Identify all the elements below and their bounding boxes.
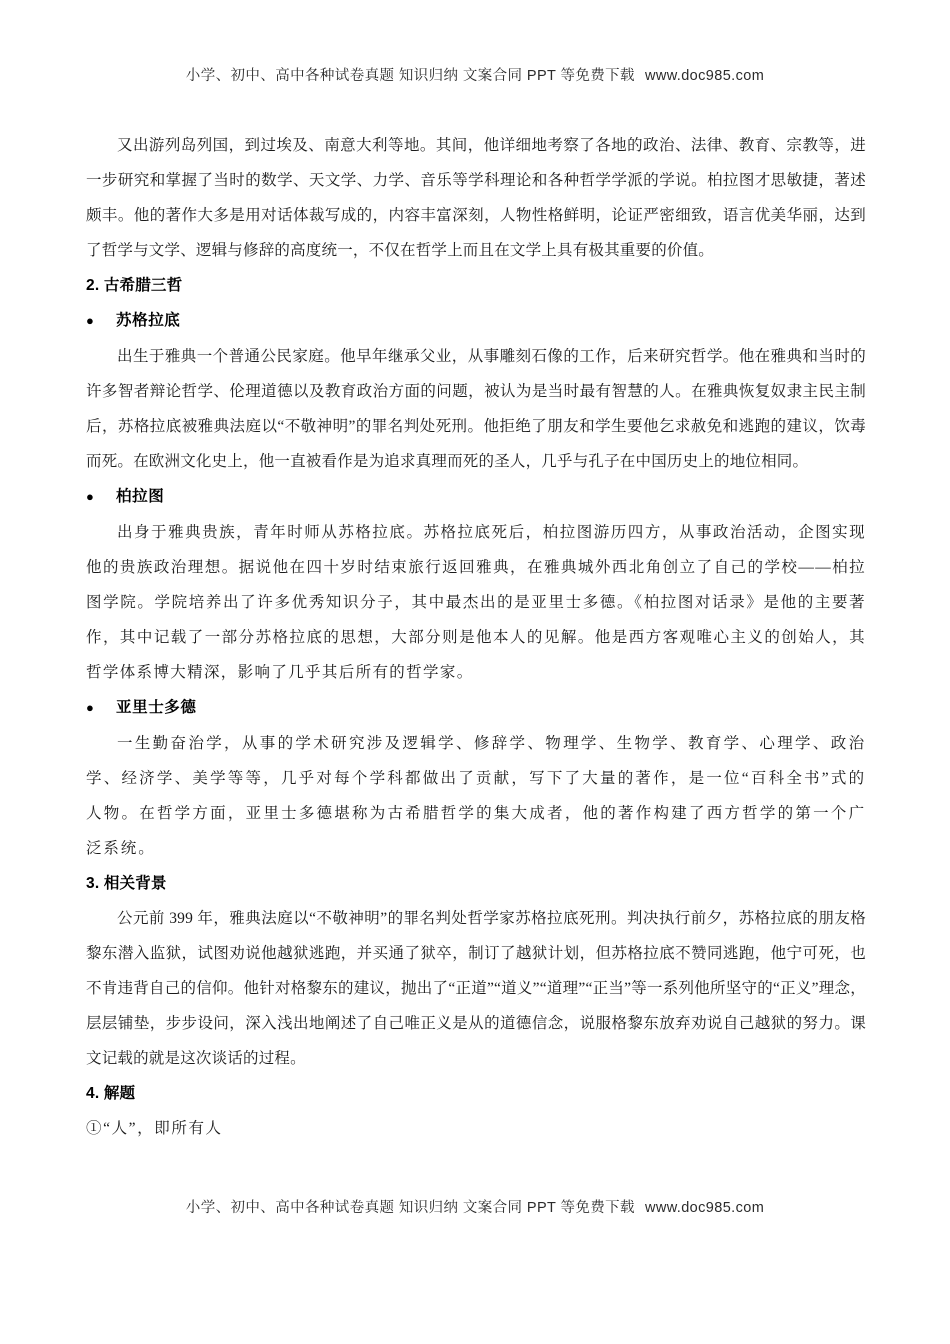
bullet-label-aristotle: 亚里士多德 — [116, 699, 197, 716]
bullet-dot-icon — [86, 303, 116, 339]
bullet-heading-plato — [86, 479, 866, 515]
section-heading-3: 3. 相关背景 — [86, 875, 167, 892]
running-foot-url: www.doc985.com — [644, 1200, 765, 1216]
paragraph-aristotle: 一生勤奋治学，从事的学术研究涉及逻辑学、修辞学、物理学、生物学、教育学、心理学、政治学、经济学、美学等等，几乎对每个学科都做出了贡献，写下了大量的著作，是一位“百科全书”式的人物。在哲学方面，亚里士多德堪称为古希腊哲学的集大成者，他的著作构建了西方哲学的第一个广泛系统。 — [86, 735, 866, 857]
running-head-url: www.doc985.com — [644, 68, 765, 84]
bullet-dot-icon — [86, 690, 116, 726]
running-foot — [0, 1196, 950, 1217]
intro-paragraph: 又出游列岛列国，到过埃及、南意大利等地。其间，他详细地考察了各地的政治、法律、教育、宗教等，进一步研究和掌握了当时的数学、天文学、力学、音乐等学科理论和各种哲学学派的学说。柏拉图才思敏捷，著述颇丰。他的著作大多是用对话体裁写成的，内容丰富深刻，人物性格鲜明，论证严密细致，语言优美华丽，达到了哲学与文学、逻辑与修辞的高度统一，不仅在哲学上而且在文学上具有极其重要的价值。 — [86, 137, 866, 259]
bullet-heading-aristotle — [86, 690, 866, 726]
running-head-text: 小学、初中、高中各种试卷真题 知识归纳 文案合同 PPT 等免费下载 — [185, 68, 635, 84]
paragraph-plato: 出身于雅典贵族，青年时师从苏格拉底。苏格拉底死后，柏拉图游历四方，从事政治活动，企图实现他的贵族政治理想。据说他在四十岁时结束旅行返回雅典，在雅典城外西北角创立了自己的学校——柏拉图学院。学院培养出了许多优秀知识分子，其中最杰出的是亚里士多德。《柏拉图对话录》是他的主要著作，其中记载了一部分苏格拉底的思想，大部分则是他本人的见解。他是西方客观唯心主义的创始人，其哲学体系博大精深，影响了几乎其后所有的哲学家。 — [86, 524, 866, 681]
running-head — [0, 64, 950, 85]
section-heading-2: 2. 古希腊三哲 — [86, 277, 183, 294]
running-foot-text: 小学、初中、高中各种试卷真题 知识归纳 文案合同 PPT 等免费下载 — [185, 1200, 635, 1216]
bullet-label-plato: 柏拉图 — [116, 488, 165, 505]
paragraph-background: 公元前 399 年，雅典法庭以“不敬神明”的罪名判处哲学家苏格拉底死刑。判决执行前夕，苏格拉底的朋友格黎东潜入监狱，试图劝说他越狱逃跑，并买通了狱卒，制订了越狱计划，但苏格拉底不赞同逃跑，他宁可死，也不肯违背自己的信仰。他针对格黎东的建议，抛出了“正道”“道义”“道理”“正当”等一系列他所坚守的“正义”理念，层层铺垫，步步设问，深入浅出地阐述了自己唯正义是从的道德信念，说服格黎东放弃劝说自己越狱的努力。课文记载的就是这次谈话的过程。 — [86, 910, 866, 1067]
bullet-label-socrates: 苏格拉底 — [116, 312, 181, 329]
section-heading-4: 4. 解题 — [86, 1085, 136, 1102]
paragraph-explanation: ①“人”，即所有人 — [86, 1120, 223, 1137]
bullet-heading-socrates — [86, 303, 866, 339]
bullet-dot-icon — [86, 479, 116, 515]
text-column — [86, 128, 866, 1146]
paragraph-socrates: 出生于雅典一个普通公民家庭。他早年继承父业，从事雕刻石像的工作，后来研究哲学。他在雅典和当时的许多智者辩论哲学、伦理道德以及教育政治方面的问题，被认为是当时最有智慧的人。在雅典恢复奴隶主民主制后，苏格拉底被雅典法庭以“不敬神明”的罪名判处死刑。他拒绝了朋友和学生要他乞求赦免和逃跑的建议，饮毒而死。在欧洲文化史上，他一直被看作是为追求真理而死的圣人，几乎与孔子在中国历史上的地位相同。 — [86, 348, 866, 470]
